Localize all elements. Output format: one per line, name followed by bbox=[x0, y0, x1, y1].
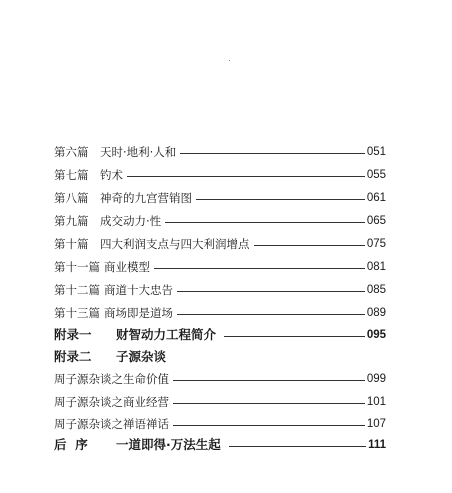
toc-page-number: 095 bbox=[366, 329, 386, 341]
toc-leader-line bbox=[177, 291, 365, 292]
toc-title: 周子源杂谈之商业经营 bbox=[54, 395, 169, 409]
toc-chapter: 后 序 bbox=[54, 437, 88, 452]
toc-entry[interactable] bbox=[54, 258, 386, 276]
toc-sub-entry[interactable] bbox=[54, 370, 386, 388]
toc-title: 周子源杂谈之生命价值 bbox=[54, 372, 169, 386]
toc-leader-line bbox=[165, 222, 365, 223]
toc-leader-line bbox=[154, 268, 365, 269]
toc-title: 财智动力工程简介 bbox=[116, 327, 217, 342]
toc-title: 四大利润支点与四大利润增点 bbox=[100, 237, 250, 251]
toc-title: 商场即是道场 bbox=[104, 306, 173, 320]
toc-chapter: 附录一 bbox=[54, 327, 92, 342]
toc-title: 神奇的九宫营销图 bbox=[100, 191, 192, 205]
toc-page-number: 065 bbox=[366, 215, 386, 227]
toc-entry[interactable] bbox=[54, 235, 386, 253]
toc-appendix-heading[interactable] bbox=[54, 348, 386, 366]
toc-page-number: 081 bbox=[366, 261, 386, 273]
toc-leader-line bbox=[224, 336, 365, 337]
toc-page-number: 099 bbox=[366, 373, 386, 385]
toc-appendix-entry[interactable] bbox=[54, 326, 386, 344]
toc-entry[interactable] bbox=[54, 143, 386, 161]
toc-chapter: 第九篇 bbox=[54, 214, 89, 228]
toc-sub-entry[interactable] bbox=[54, 415, 386, 433]
toc-page-number: 085 bbox=[366, 284, 386, 296]
toc-page-number: 055 bbox=[366, 169, 386, 181]
toc-title: 天时·地利·人和 bbox=[100, 145, 177, 159]
toc-leader-line bbox=[180, 153, 365, 154]
toc-chapter: 第八篇 bbox=[54, 191, 89, 205]
toc-leader-line bbox=[229, 446, 366, 447]
toc-leader-line bbox=[254, 245, 365, 246]
toc-chapter: 第十三篇 bbox=[54, 306, 100, 320]
toc-chapter: 第七篇 bbox=[54, 168, 89, 182]
toc-sub-entry[interactable] bbox=[54, 393, 386, 411]
toc-page-number: 061 bbox=[366, 192, 386, 204]
toc-title: 成交动力·性 bbox=[100, 214, 162, 228]
toc-entry[interactable] bbox=[54, 281, 386, 299]
toc-title: 周子源杂谈之禅语禅话 bbox=[54, 417, 169, 431]
toc-entry[interactable] bbox=[54, 189, 386, 207]
toc-leader-line bbox=[127, 176, 365, 177]
toc-entry[interactable] bbox=[54, 212, 386, 230]
toc-title: 商业模型 bbox=[104, 260, 150, 274]
page-speck bbox=[229, 60, 230, 61]
toc-chapter: 第六篇 bbox=[54, 145, 89, 159]
toc-afterword-entry[interactable] bbox=[54, 436, 386, 454]
toc-chapter: 附录二 bbox=[54, 349, 92, 364]
toc-leader-line bbox=[173, 380, 365, 381]
toc-page-number: 111 bbox=[368, 439, 386, 451]
toc-title: 商道十大忠告 bbox=[104, 283, 173, 297]
toc-leader-line bbox=[196, 199, 365, 200]
toc-entry[interactable] bbox=[54, 304, 386, 322]
toc-chapter: 第十篇 bbox=[54, 237, 89, 251]
toc-chapter: 第十一篇 bbox=[54, 260, 100, 274]
toc-page-number: 075 bbox=[366, 238, 386, 250]
toc-chapter: 第十二篇 bbox=[54, 283, 100, 297]
toc-page-number: 101 bbox=[366, 396, 386, 408]
toc-title: 一道即得·万法生起 bbox=[116, 437, 221, 452]
toc-entry[interactable] bbox=[54, 166, 386, 184]
toc-page-number: 107 bbox=[366, 418, 386, 430]
toc-leader-line bbox=[177, 314, 365, 315]
toc-leader-line bbox=[173, 403, 365, 404]
toc-page-number: 089 bbox=[366, 307, 386, 319]
toc-title: 钓术 bbox=[100, 168, 123, 182]
toc-page-number: 051 bbox=[366, 146, 386, 158]
toc-leader-line bbox=[173, 425, 365, 426]
toc-title: 子源杂谈 bbox=[116, 349, 167, 364]
